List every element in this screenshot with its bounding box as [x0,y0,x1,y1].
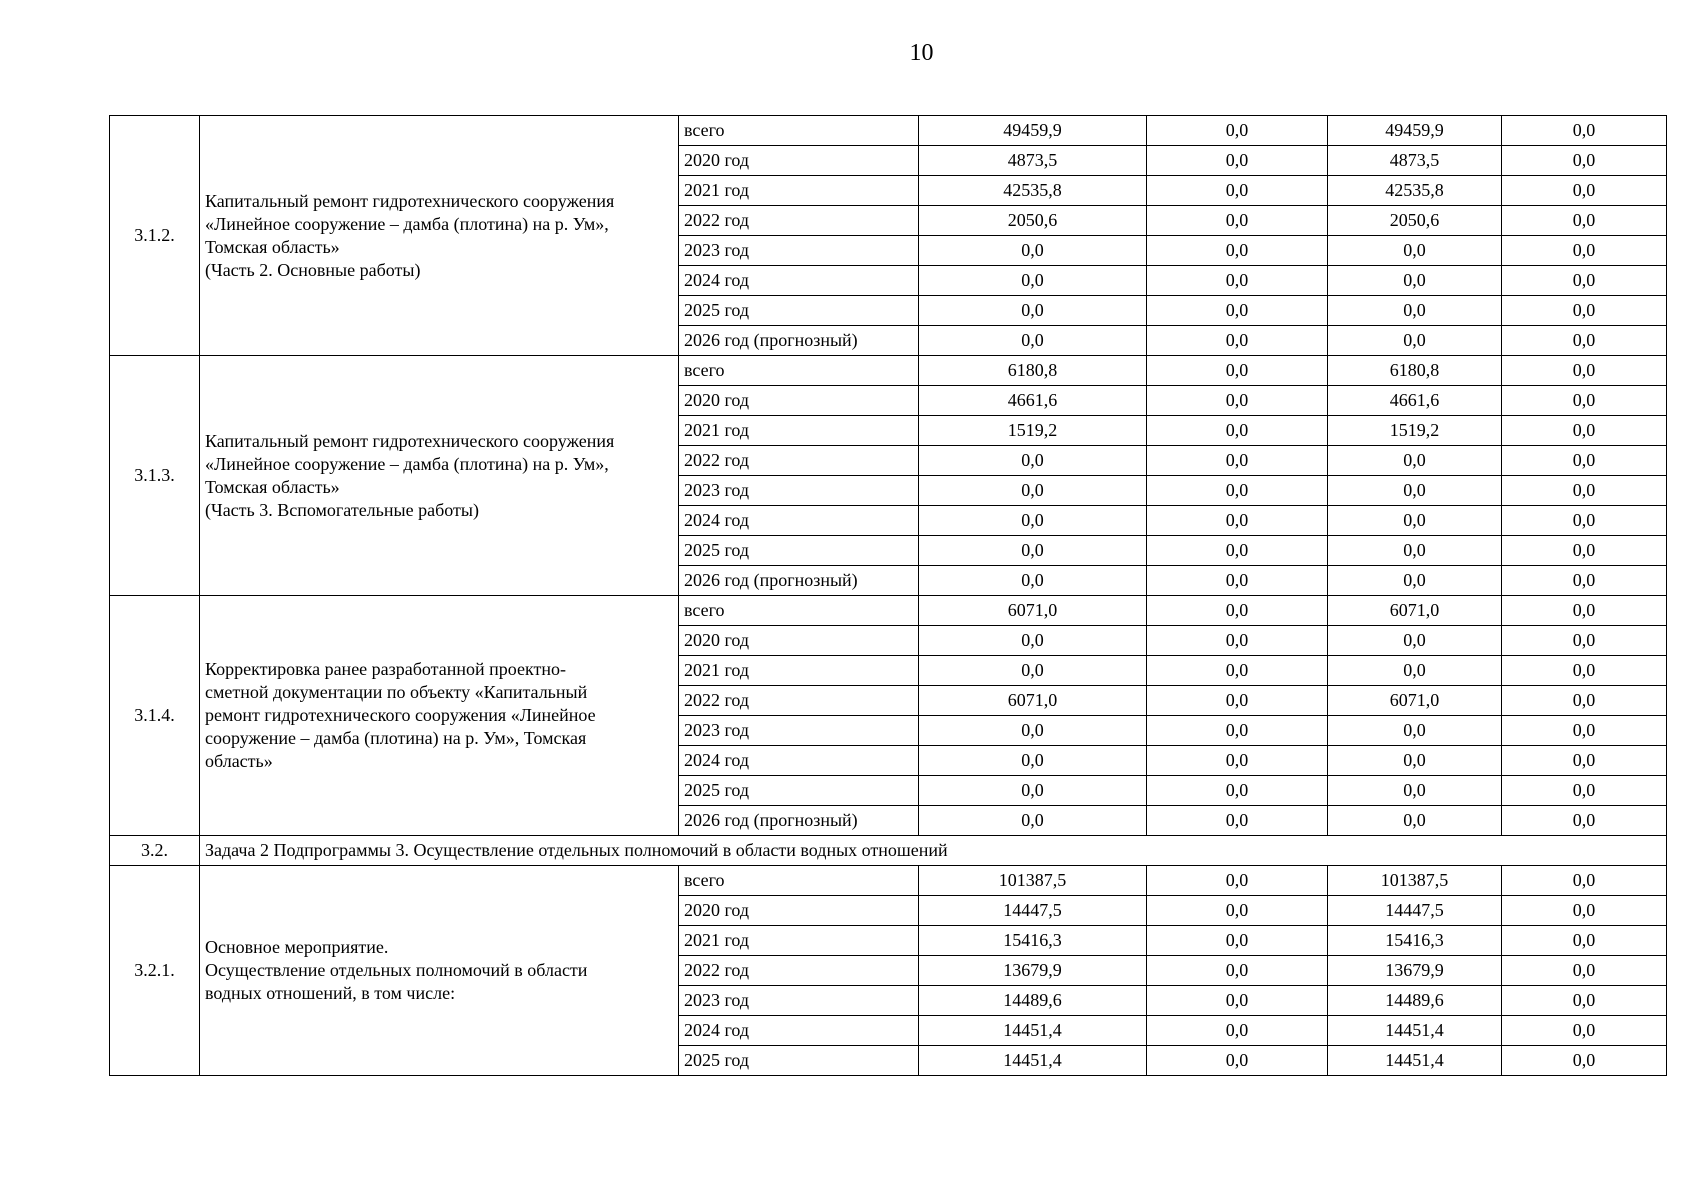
value-cell: 6180,8 [1328,356,1502,386]
item-name-line: сметной документации по объекту «Капитальный [205,682,588,702]
value-cell: 0,0 [919,746,1147,776]
value-cell: 0,0 [1328,476,1502,506]
year-cell: 2026 год (прогнозный) [679,806,919,836]
value-cell: 4661,6 [1328,386,1502,416]
value-cell: 1519,2 [919,416,1147,446]
value-cell: 0,0 [1502,596,1667,626]
year-cell: 2023 год [679,986,919,1016]
value-cell: 0,0 [1502,446,1667,476]
value-cell: 0,0 [919,266,1147,296]
value-cell: 0,0 [1328,446,1502,476]
item-name-line: Корректировка ранее разработанной проектно- [205,659,566,679]
value-cell: 0,0 [919,326,1147,356]
value-cell: 0,0 [1147,206,1328,236]
value-cell: 14451,4 [919,1016,1147,1046]
value-cell: 0,0 [919,626,1147,656]
value-cell: 0,0 [1147,806,1328,836]
item-name-line: Осуществление отдельных полномочий в области [205,960,588,980]
value-cell: 0,0 [1502,866,1667,896]
value-cell: 0,0 [1147,476,1328,506]
item-name-line: Капитальный ремонт гидротехнического сооружения [205,430,615,451]
value-cell: 15416,3 [919,926,1147,956]
task-row [110,836,1667,866]
year-cell: 2025 год [679,536,919,566]
item-name-line: (Часть 2. Основные работы) [205,259,421,280]
page-number: 10 [909,40,934,66]
value-cell: 14447,5 [1328,896,1502,926]
table-row [110,596,1667,626]
value-cell: 6071,0 [1328,596,1502,626]
year-cell: 2025 год [679,1046,919,1076]
year-cell: всего [679,356,919,386]
item-number: 3.1.3. [110,356,200,596]
value-cell: 0,0 [1328,746,1502,776]
value-cell: 0,0 [919,536,1147,566]
value-cell: 0,0 [1147,356,1328,386]
year-cell: 2021 год [679,416,919,446]
value-cell: 0,0 [1147,566,1328,596]
year-cell: всего [679,116,919,146]
year-cell: 2024 год [679,266,919,296]
value-cell: 0,0 [1502,956,1667,986]
value-cell: 0,0 [1502,416,1667,446]
value-cell: 0,0 [1328,236,1502,266]
item-number: 3.1.2. [110,116,200,356]
value-cell: 0,0 [1328,506,1502,536]
year-cell: 2024 год [679,746,919,776]
value-cell: 0,0 [1502,926,1667,956]
value-cell: 0,0 [1502,176,1667,206]
value-cell: 15416,3 [1328,926,1502,956]
value-cell: 0,0 [919,806,1147,836]
value-cell: 13679,9 [919,956,1147,986]
item-name [200,866,679,1076]
year-cell: 2021 год [679,926,919,956]
value-cell: 0,0 [1502,326,1667,356]
task-number: 3.2. [110,836,200,866]
year-cell: 2021 год [679,656,919,686]
value-cell: 0,0 [1147,1016,1328,1046]
value-cell: 0,0 [1328,326,1502,356]
item-name-line: область» [205,751,273,771]
value-cell: 14489,6 [919,986,1147,1016]
item-name-line: сооружение – дамба (плотина) на р. Ум», Томская [205,728,587,748]
year-cell: 2023 год [679,716,919,746]
value-cell: 0,0 [1147,146,1328,176]
value-cell: 14447,5 [919,896,1147,926]
year-cell: 2022 год [679,956,919,986]
value-cell: 0,0 [1147,956,1328,986]
value-cell: 0,0 [919,716,1147,746]
value-cell: 0,0 [1328,626,1502,656]
value-cell: 0,0 [1502,506,1667,536]
value-cell: 0,0 [1328,566,1502,596]
value-cell: 0,0 [1147,596,1328,626]
value-cell: 49459,9 [919,116,1147,146]
value-cell: 0,0 [1328,296,1502,326]
value-cell: 14451,4 [1328,1046,1502,1076]
value-cell: 0,0 [1147,626,1328,656]
item-name-line: Томская область» [205,236,340,257]
value-cell: 0,0 [1147,866,1328,896]
value-cell: 6180,8 [919,356,1147,386]
year-cell: 2026 год (прогнозный) [679,326,919,356]
item-name-line: Томская область» [205,476,340,497]
item-name [200,116,679,356]
item-name-line: ремонт гидротехнического сооружения «Линейное [205,705,596,725]
item-name-line: (Часть 3. Вспомогательные работы) [205,499,479,520]
value-cell: 6071,0 [919,686,1147,716]
value-cell: 0,0 [1502,266,1667,296]
year-cell: 2023 год [679,476,919,506]
table-row [110,356,1667,386]
year-cell: 2020 год [679,626,919,656]
value-cell: 42535,8 [919,176,1147,206]
value-cell: 0,0 [1147,776,1328,806]
year-cell: 2024 год [679,506,919,536]
value-cell: 0,0 [1328,266,1502,296]
value-cell: 0,0 [1147,656,1328,686]
value-cell: 6071,0 [919,596,1147,626]
year-cell: всего [679,866,919,896]
value-cell: 0,0 [1147,896,1328,926]
value-cell: 14451,4 [1328,1016,1502,1046]
value-cell: 6071,0 [1328,686,1502,716]
value-cell: 0,0 [1502,296,1667,326]
value-cell: 0,0 [919,296,1147,326]
year-cell: 2022 год [679,446,919,476]
value-cell: 2050,6 [919,206,1147,236]
value-cell: 0,0 [1502,896,1667,926]
item-name-line: «Линейное сооружение – дамба (плотина) на р. Ум», [205,213,609,234]
value-cell: 0,0 [1502,1046,1667,1076]
value-cell: 0,0 [1502,386,1667,416]
year-cell: 2020 год [679,896,919,926]
year-cell: 2020 год [679,386,919,416]
year-cell: 2023 год [679,236,919,266]
value-cell: 0,0 [1502,716,1667,746]
year-cell: 2021 год [679,176,919,206]
table-row [110,866,1667,896]
value-cell: 4873,5 [1328,146,1502,176]
value-cell: 0,0 [1502,476,1667,506]
item-name-line: «Линейное сооружение – дамба (плотина) на р. Ум», [205,453,609,474]
value-cell: 101387,5 [919,866,1147,896]
value-cell: 0,0 [1147,296,1328,326]
value-cell: 0,0 [1147,236,1328,266]
table-row [110,116,1667,146]
value-cell: 2050,6 [1328,206,1502,236]
value-cell: 0,0 [1502,776,1667,806]
value-cell: 0,0 [1502,356,1667,386]
year-cell: 2025 год [679,776,919,806]
value-cell: 0,0 [1502,626,1667,656]
value-cell: 0,0 [919,506,1147,536]
budget-table [109,115,1667,1076]
item-number: 3.2.1. [110,866,200,1076]
year-cell: 2026 год (прогнозный) [679,566,919,596]
year-cell: 2022 год [679,206,919,236]
value-cell: 0,0 [1147,176,1328,206]
value-cell: 0,0 [1147,326,1328,356]
value-cell: 4661,6 [919,386,1147,416]
table-body [110,116,1667,1076]
value-cell: 0,0 [1328,536,1502,566]
value-cell: 13679,9 [1328,956,1502,986]
value-cell: 0,0 [919,566,1147,596]
value-cell: 0,0 [1147,746,1328,776]
task-text: Задача 2 Подпрограммы 3. Осуществление отдельных полномочий в области водных отношений [200,836,1667,866]
value-cell: 0,0 [1502,236,1667,266]
value-cell: 0,0 [919,476,1147,506]
value-cell: 14489,6 [1328,986,1502,1016]
value-cell: 0,0 [1502,116,1667,146]
value-cell: 0,0 [1147,986,1328,1016]
value-cell: 0,0 [1147,506,1328,536]
value-cell: 0,0 [1502,986,1667,1016]
year-cell: всего [679,596,919,626]
value-cell: 4873,5 [919,146,1147,176]
value-cell: 0,0 [1502,206,1667,236]
value-cell: 0,0 [1502,806,1667,836]
value-cell: 0,0 [1502,536,1667,566]
item-number: 3.1.4. [110,596,200,836]
value-cell: 0,0 [1502,146,1667,176]
value-cell: 49459,9 [1328,116,1502,146]
item-name-line: Капитальный ремонт гидротехнического сооружения [205,190,615,211]
value-cell: 0,0 [1147,536,1328,566]
value-cell: 0,0 [1147,416,1328,446]
value-cell: 0,0 [1502,1016,1667,1046]
value-cell: 0,0 [1328,656,1502,686]
value-cell: 0,0 [1147,386,1328,416]
value-cell: 0,0 [919,446,1147,476]
value-cell: 0,0 [1147,926,1328,956]
year-cell: 2024 год [679,1016,919,1046]
value-cell: 0,0 [1147,266,1328,296]
value-cell: 0,0 [1147,1046,1328,1076]
value-cell: 0,0 [1328,716,1502,746]
value-cell: 0,0 [1328,776,1502,806]
value-cell: 0,0 [1502,656,1667,686]
value-cell: 101387,5 [1328,866,1502,896]
value-cell: 0,0 [1147,446,1328,476]
value-cell: 0,0 [1502,566,1667,596]
value-cell: 0,0 [919,776,1147,806]
value-cell: 0,0 [919,236,1147,266]
item-name [200,596,679,836]
year-cell: 2022 год [679,686,919,716]
item-name [200,356,679,596]
value-cell: 42535,8 [1328,176,1502,206]
item-name-line: водных отношений, в том числе: [205,983,456,1003]
value-cell: 0,0 [1147,716,1328,746]
value-cell: 0,0 [1502,686,1667,716]
value-cell: 0,0 [1502,746,1667,776]
value-cell: 0,0 [1147,686,1328,716]
value-cell: 0,0 [1147,116,1328,146]
value-cell: 14451,4 [919,1046,1147,1076]
value-cell: 0,0 [919,656,1147,686]
item-name-line: Основное мероприятие. [205,937,389,957]
year-cell: 2025 год [679,296,919,326]
value-cell: 0,0 [1328,806,1502,836]
year-cell: 2020 год [679,146,919,176]
value-cell: 1519,2 [1328,416,1502,446]
